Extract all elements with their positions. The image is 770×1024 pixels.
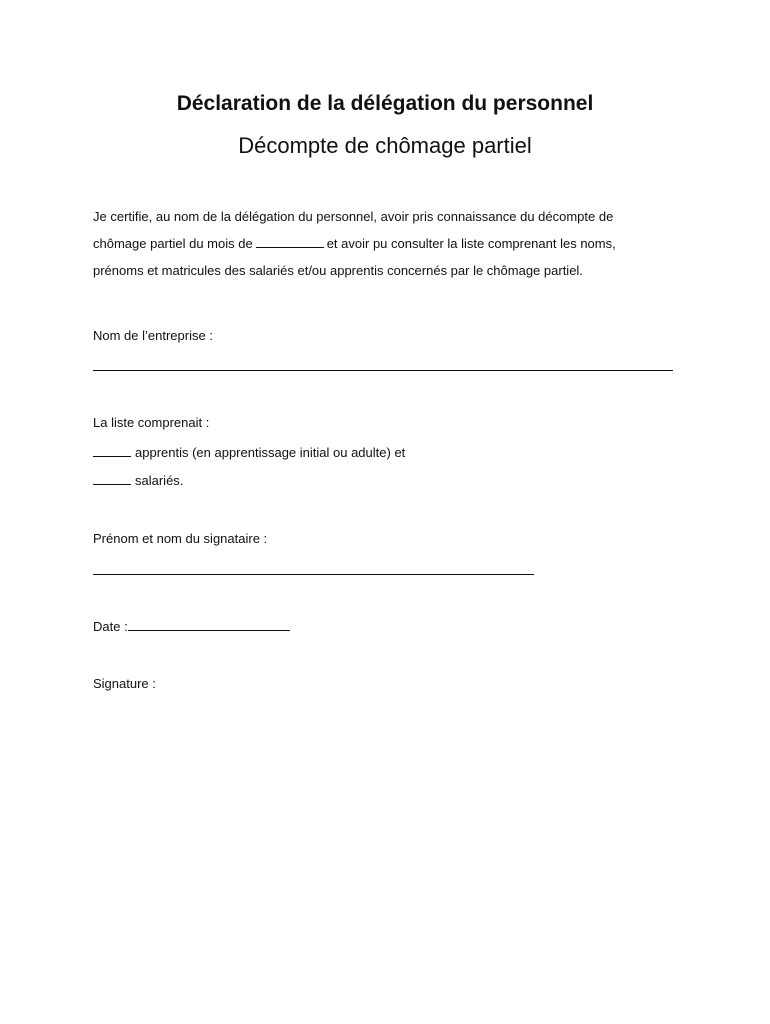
date-blank-field[interactable] — [128, 617, 290, 631]
paragraph-line-2 — [93, 230, 693, 257]
signatory-name-blank-field[interactable] — [93, 574, 534, 575]
list-label: La liste comprenait : — [93, 415, 210, 430]
apprentices-line — [93, 443, 405, 462]
paragraph-line-1: Je certifie, au nom de la délégation du personnel, avoir pris connaissance du décompte de — [93, 209, 614, 224]
paragraph-line-3: prénoms et matricules des salariés et/ou apprentis concernés par le chômage partiel. — [93, 263, 583, 278]
paragraph-line-2-start: chômage partiel du mois de — [93, 236, 253, 251]
employees-count-blank[interactable] — [93, 471, 131, 485]
date-line — [93, 617, 290, 636]
date-label: Date : — [93, 619, 128, 634]
document-subtitle: Décompte de chômage partiel — [238, 133, 532, 158]
signatory-label: Prénom et nom du signataire : — [93, 531, 268, 546]
employees-text: salariés. — [135, 473, 184, 488]
document-title: Déclaration de la délégation du personnel — [176, 92, 594, 115]
company-name-label: Nom de l’entreprise : — [93, 328, 213, 343]
signature-label: Signature : — [93, 676, 156, 691]
paragraph-line-2-end: et avoir pu consulter la liste comprenant les noms, — [326, 236, 616, 251]
certification-paragraph — [93, 203, 693, 284]
company-name-blank-field[interactable] — [93, 370, 673, 371]
employees-line — [93, 471, 183, 490]
apprentices-text: apprentis (en apprentissage initial ou adulte) et — [135, 445, 406, 460]
apprentices-count-blank[interactable] — [93, 443, 131, 457]
month-blank-field[interactable] — [256, 234, 324, 248]
